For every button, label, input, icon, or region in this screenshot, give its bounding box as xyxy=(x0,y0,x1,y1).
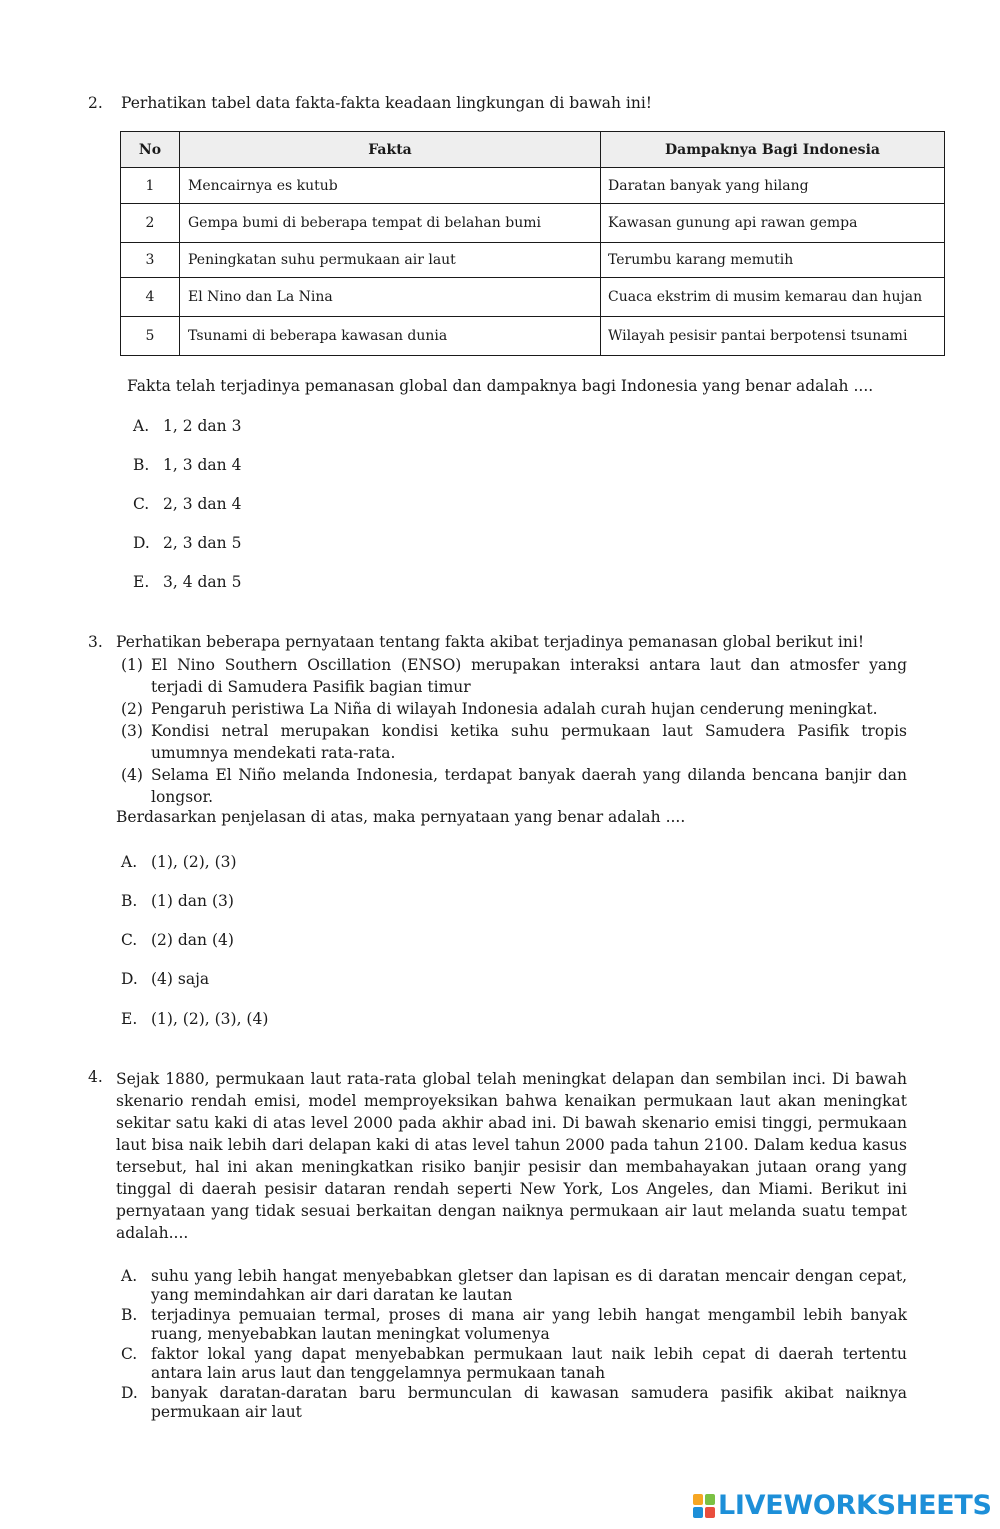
statement-number: (3) xyxy=(121,722,143,740)
option-letter: A. xyxy=(121,1267,138,1285)
option-letter: A. xyxy=(121,853,138,871)
option-letter: D. xyxy=(121,1384,138,1402)
liveworksheets-logo xyxy=(693,1491,992,1521)
statement-text: El Nino Southern Oscillation (ENSO) merupakan interaksi antara laut dan atmosfer yang terjadi di Samudera Pasifik bagian timur xyxy=(151,656,907,696)
header-fakta: Fakta xyxy=(180,132,601,168)
row-dampak: Wilayah pesisir pantai berpotensi tsunami xyxy=(601,317,945,356)
option-b[interactable] xyxy=(133,456,241,474)
option-c[interactable] xyxy=(121,1345,907,1383)
statement-3 xyxy=(121,720,907,764)
statement-text: Selama El Niño melanda Indonesia, terdapat banyak daerah yang dilanda bencana banjir dan longsor. xyxy=(151,766,907,806)
option-d[interactable] xyxy=(121,1384,907,1422)
row-dampak: Daratan banyak yang hilang xyxy=(601,168,945,204)
logo-grid-icon xyxy=(693,1494,715,1518)
statement-number: (4) xyxy=(121,766,143,784)
option-text: (4) saja xyxy=(151,970,210,988)
question-3-prompt: Perhatikan beberapa pernyataan tentang fakta akibat terjadinya pemanasan global berikut ini! xyxy=(116,633,865,651)
question-2-number: 2. xyxy=(88,94,103,112)
row-dampak: Cuaca ekstrim di musim kemarau dan hujan xyxy=(601,278,945,317)
question-2-text: Fakta telah terjadinya pemanasan global dan dampaknya bagi Indonesia yang benar adalah .... xyxy=(127,377,874,395)
option-b[interactable] xyxy=(121,1306,907,1344)
option-text: banyak daratan-daratan baru bermunculan di kawasan samudera pasifik akibat naiknya permukaan air laut xyxy=(151,1384,907,1421)
option-c[interactable] xyxy=(133,495,241,513)
option-a[interactable] xyxy=(121,1267,907,1305)
option-text: suhu yang lebih hangat menyebabkan gletser dan lapisan es di daratan mencair dengan cepat, yang memindahkan air dari daratan ke lautan xyxy=(151,1267,907,1304)
option-letter: E. xyxy=(133,573,150,591)
row-fakta: Gempa bumi di beberapa tempat di belahan bumi xyxy=(180,204,601,243)
table-header-row xyxy=(121,132,945,168)
header-no: No xyxy=(121,132,180,168)
statement-text: Pengaruh peristiwa La Niña di wilayah Indonesia adalah curah hujan cenderung meningkat. xyxy=(151,700,878,718)
option-text: 1, 3 dan 4 xyxy=(163,456,242,474)
row-dampak: Terumbu karang memutih xyxy=(601,243,945,278)
row-fakta: El Nino dan La Nina xyxy=(180,278,601,317)
option-a[interactable] xyxy=(133,417,241,435)
row-fakta: Mencairnya es kutub xyxy=(180,168,601,204)
logo-text: LIVEWORKSHEETS xyxy=(718,1490,992,1521)
option-letter: D. xyxy=(133,534,150,552)
option-letter: B. xyxy=(121,892,138,910)
row-dampak: Kawasan gunung api rawan gempa xyxy=(601,204,945,243)
option-text: (1), (2), (3) xyxy=(151,853,237,871)
statement-4 xyxy=(121,764,907,808)
statement-text: Kondisi netral merupakan kondisi ketika suhu permukaan laut Samudera Pasifik tropis umumnya mendekati rata-rata. xyxy=(151,722,907,762)
option-e[interactable] xyxy=(133,573,241,591)
question-3-text: Berdasarkan penjelasan di atas, maka pernyataan yang benar adalah .... xyxy=(116,808,686,826)
question-2-prompt: Perhatikan tabel data fakta-fakta keadaan lingkungan di bawah ini! xyxy=(121,94,653,112)
logo-square xyxy=(693,1507,703,1518)
table-row xyxy=(121,278,945,317)
option-b[interactable] xyxy=(121,892,234,910)
option-text: faktor lokal yang dapat menyebabkan permukaan laut naik lebih cepat di daerah tertentu antara lain arus laut dan tenggelamnya permukaan tanah xyxy=(151,1345,907,1382)
option-e[interactable] xyxy=(121,1010,268,1028)
table-row xyxy=(121,168,945,204)
option-letter: C. xyxy=(133,495,150,513)
table-row xyxy=(121,243,945,278)
statement-number: (2) xyxy=(121,700,143,718)
option-letter: C. xyxy=(121,1345,138,1363)
statement-1 xyxy=(121,654,907,698)
option-letter: A. xyxy=(133,417,150,435)
option-text: (1) dan (3) xyxy=(151,892,234,910)
row-no: 3 xyxy=(121,243,180,278)
facts-table xyxy=(120,131,945,356)
row-fakta: Peningkatan suhu permukaan air laut xyxy=(180,243,601,278)
row-no: 1 xyxy=(121,168,180,204)
row-fakta: Tsunami di beberapa kawasan dunia xyxy=(180,317,601,356)
logo-square xyxy=(705,1494,715,1505)
table-row xyxy=(121,317,945,356)
statement-2 xyxy=(121,698,907,720)
option-letter: B. xyxy=(121,1306,138,1324)
row-no: 5 xyxy=(121,317,180,356)
option-text: 2, 3 dan 5 xyxy=(163,534,242,552)
logo-square xyxy=(705,1507,715,1518)
header-dampak: Dampaknya Bagi Indonesia xyxy=(601,132,945,168)
option-letter: B. xyxy=(133,456,150,474)
option-d[interactable] xyxy=(133,534,241,552)
statement-number: (1) xyxy=(121,656,143,674)
option-text: (1), (2), (3), (4) xyxy=(151,1010,269,1028)
option-letter: E. xyxy=(121,1010,138,1028)
option-text: terjadinya pemuaian termal, proses di mana air yang lebih hangat mengambil lebih banyak ruang, menyebabkan lautan meningkat volumenya xyxy=(151,1306,907,1343)
question-4-number: 4. xyxy=(88,1068,103,1086)
option-a[interactable] xyxy=(121,853,237,871)
table-row xyxy=(121,204,945,243)
option-text: 1, 2 dan 3 xyxy=(163,417,242,435)
question-4-paragraph: Sejak 1880, permukaan laut rata-rata global telah meningkat delapan dan sembilan inci. Di bawah skenario rendah emisi, model memproyeksikan bahwa kenaikan permukaan laut akan meningkat sekitar satu kaki di atas level 2000 pada akhir abad ini. Di bawah skenario emisi tinggi, permukaan laut bisa naik lebih dari delapan kaki di atas level tahun 2000 pada tahun 2100. Dalam kedua kasus tersebut, hal ini akan meningkatkan risiko banjir pesisir dan membahayakan jutaan orang yang tinggal di daerah pesisir dataran rendah seperti New York, Los Angeles, dan Miami. Berikut ini pernyataan yang tidak sesuai berkaitan dengan naiknya permukaan air laut melanda suatu tempat adalah.... xyxy=(116,1070,907,1242)
option-letter: C. xyxy=(121,931,138,949)
option-letter: D. xyxy=(121,970,138,988)
row-no: 2 xyxy=(121,204,180,243)
option-text: 3, 4 dan 5 xyxy=(163,573,242,591)
option-text: 2, 3 dan 4 xyxy=(163,495,242,513)
option-text: (2) dan (4) xyxy=(151,931,234,949)
option-d[interactable] xyxy=(121,970,209,988)
logo-square xyxy=(693,1494,703,1505)
option-c[interactable] xyxy=(121,931,234,949)
question-3-number: 3. xyxy=(88,633,103,651)
row-no: 4 xyxy=(121,278,180,317)
